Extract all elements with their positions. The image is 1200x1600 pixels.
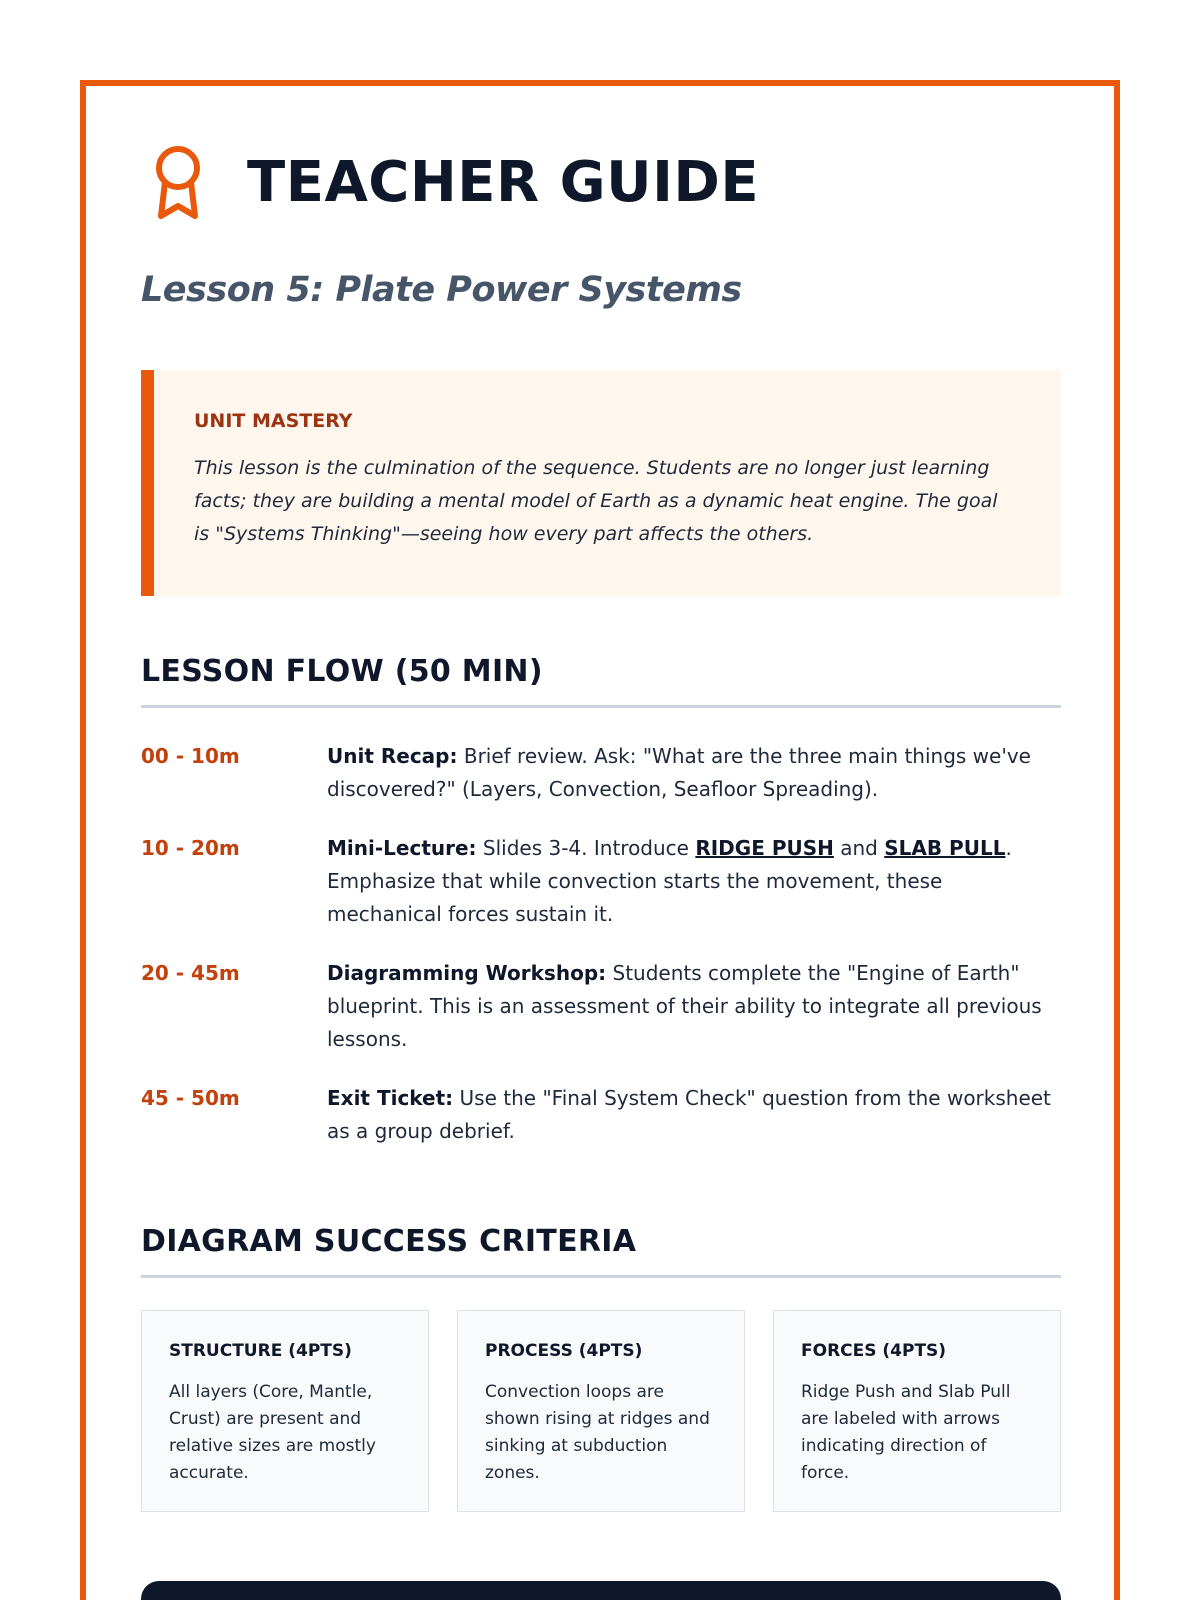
flow-text: Use the "Final System Check" question from the worksheet as a group debrief. (327, 1086, 1051, 1143)
flow-text: Students complete the "Engine of Earth" blueprint. This is an assessment of their ability to integrate all previous lessons. (327, 961, 1042, 1051)
flow-description (327, 1082, 1061, 1148)
criteria-text: All layers (Core, Mantle, Crust) are present and relative sizes are mostly accurate. (169, 1382, 376, 1483)
flow-time: 00 - 10m (141, 744, 240, 768)
criteria-title: PROCESS (4PTS) (485, 1341, 643, 1361)
page-title: TEACHER GUIDE (247, 150, 760, 215)
criteria-card-forces (773, 1310, 1061, 1512)
lesson-flow-heading: LESSON FLOW (50 MIN) (141, 654, 1061, 708)
flow-time: 10 - 20m (141, 836, 240, 860)
callout-label: UNIT MASTERY (194, 410, 353, 432)
flow-row-mini-lecture (141, 832, 1061, 931)
flow-text: . Emphasize that while convection starts the movement, these mechanical forces sustain it. (327, 836, 1012, 926)
criteria-card-structure (141, 1310, 429, 1512)
criteria-title: FORCES (4PTS) (801, 1341, 947, 1361)
footer-dark-panel (141, 1581, 1061, 1600)
flow-text: Brief review. Ask: "What are the three main things we've discovered?" (Layers, Convection, Seafloor Spreading). (327, 744, 1031, 801)
page-header (151, 144, 759, 222)
flow-text: and (833, 836, 885, 860)
flow-description (327, 957, 1061, 1056)
criteria-title: STRUCTURE (4PTS) (169, 1341, 352, 1361)
award-ribbon-icon (151, 144, 205, 222)
criteria-text: Ridge Push and Slab Pull are labeled with arrows indicating direction of force. (801, 1382, 1011, 1483)
lesson-subtitle: Lesson 5: Plate Power Systems (141, 270, 742, 310)
flow-description (327, 740, 1061, 806)
flow-row-workshop (141, 957, 1061, 1056)
flow-time: 20 - 45m (141, 961, 240, 985)
criteria-text: Convection loops are shown rising at ridges and sinking at subduction zones. (485, 1382, 710, 1483)
flow-label: Exit Ticket: (327, 1086, 454, 1110)
teacher-guide-page (80, 80, 1120, 1600)
flow-time: 45 - 50m (141, 1086, 240, 1110)
criteria-card-process (457, 1310, 745, 1512)
flow-label: Unit Recap: (327, 744, 458, 768)
criteria-heading: DIAGRAM SUCCESS CRITERIA (141, 1224, 1061, 1278)
flow-row-exit-ticket (141, 1082, 1061, 1148)
criteria-cards (141, 1310, 1061, 1512)
term-ridge-push: RIDGE PUSH (695, 836, 834, 860)
flow-label: Diagramming Workshop: (327, 961, 607, 985)
unit-mastery-callout (141, 370, 1061, 596)
term-slab-pull: SLAB PULL (884, 836, 1006, 860)
flow-description (327, 832, 1061, 931)
flow-text: Slides 3-4. Introduce (476, 836, 696, 860)
lesson-flow-list (141, 740, 1061, 1174)
callout-text: This lesson is the culmination of the sequence. Students are no longer just learning facts; they are building a mental model of Earth as a dynamic heat engine. The goal is "Systems Thinking"—seeing how every part affects the others. (194, 457, 998, 545)
flow-row-recap (141, 740, 1061, 806)
flow-label: Mini-Lecture: (327, 836, 477, 860)
